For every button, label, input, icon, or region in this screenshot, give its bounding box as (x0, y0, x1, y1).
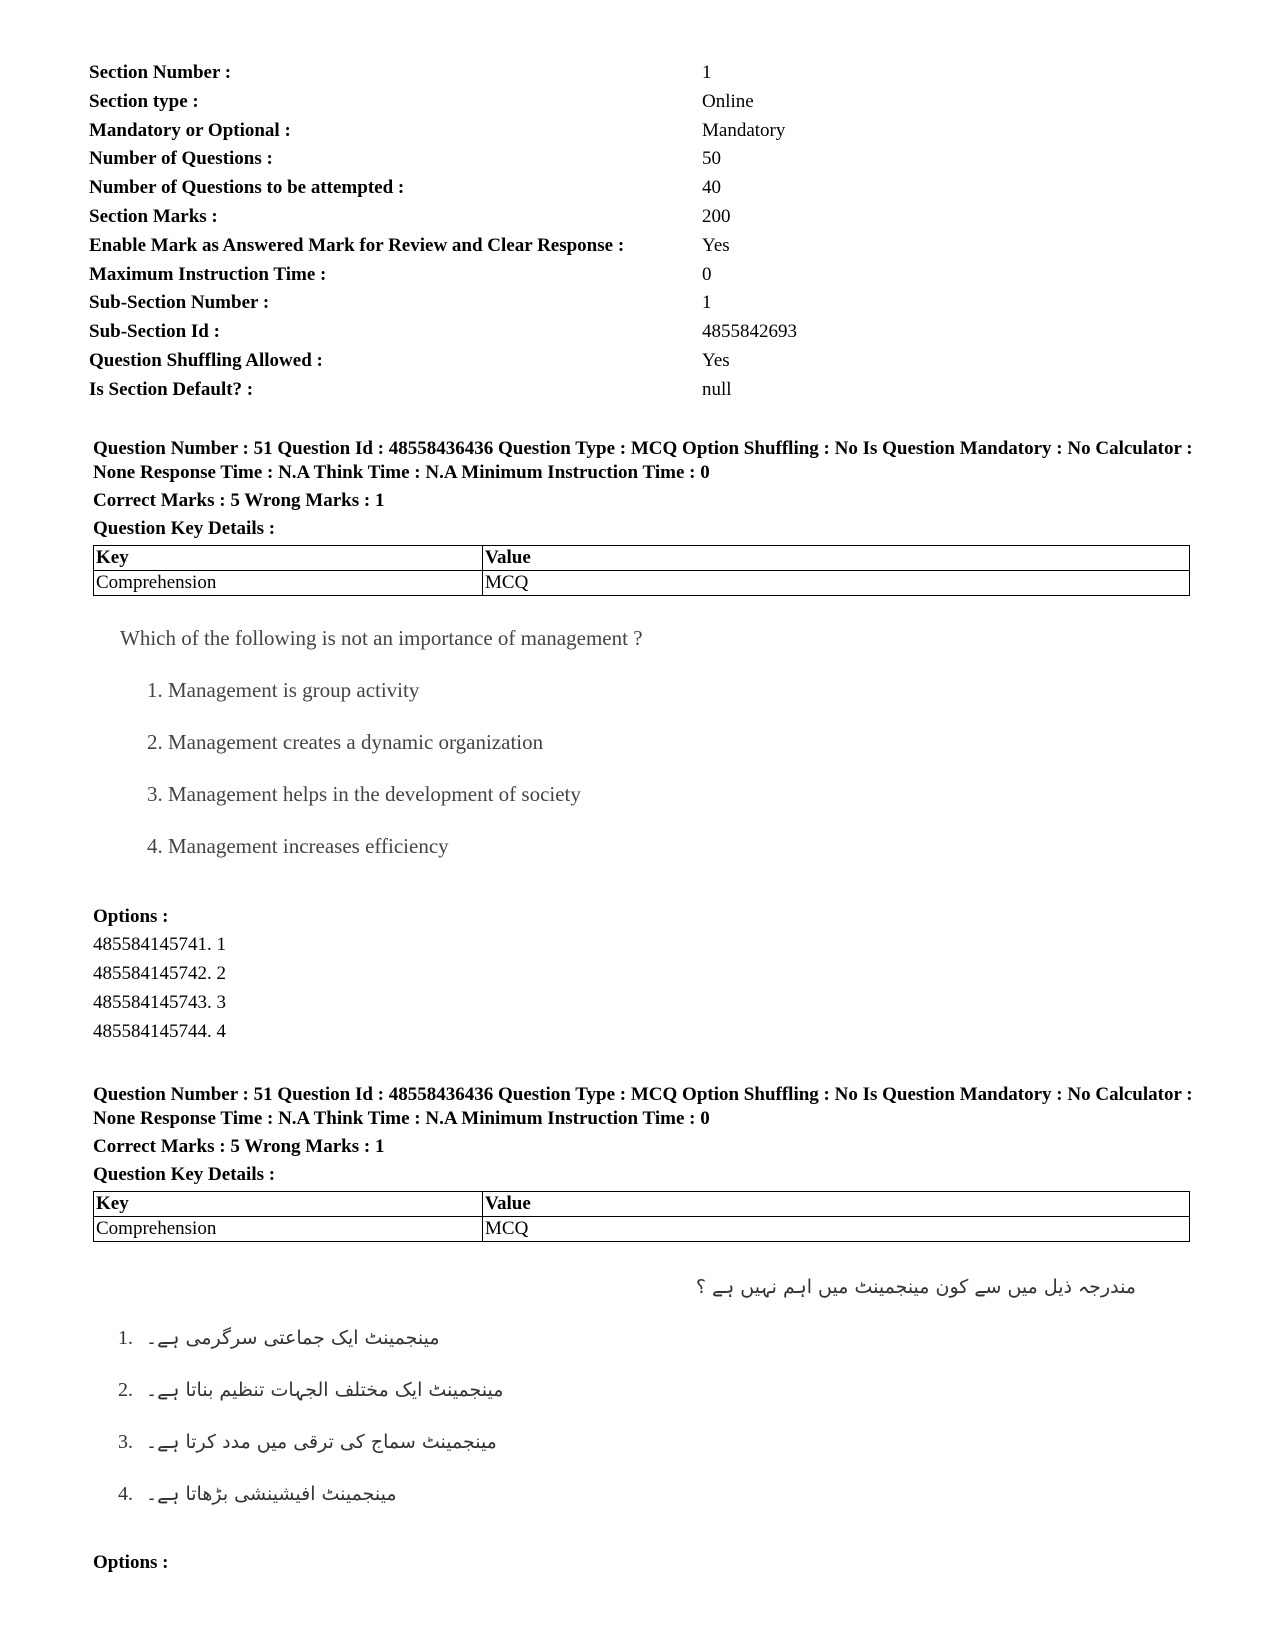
info-row (89, 146, 829, 175)
table-cell-value: MCQ (483, 571, 1190, 596)
question-option: 4. Management increases efficiency (147, 834, 449, 858)
info-row (89, 319, 829, 348)
key-table (93, 1191, 1190, 1242)
question-text: Which of the following is not an importance of management ? (120, 626, 643, 650)
info-label: Is Section Default? : (89, 378, 254, 400)
info-value: Yes (702, 349, 730, 371)
option-line: 485584145744. 4 (93, 1021, 226, 1042)
info-value: Online (702, 90, 754, 112)
question-option-urdu (118, 1483, 397, 1506)
option-number: 2. (118, 1379, 133, 1401)
info-value: 50 (702, 148, 721, 170)
info-label: Question Shuffling Allowed : (89, 349, 323, 371)
options-title: Options : (93, 906, 169, 927)
info-value: 1 (702, 62, 712, 83)
table-cell-key: Comprehension (94, 1217, 483, 1242)
question-option: 1. Management is group activity (147, 678, 420, 702)
info-label: Maximum Instruction Time : (89, 263, 327, 285)
question-option-urdu (118, 1327, 440, 1350)
info-label: Section type : (89, 90, 199, 112)
info-label: Section Marks : (89, 205, 218, 227)
table-cell-key: Comprehension (94, 571, 483, 596)
question-marks: Correct Marks : 5 Wrong Marks : 1 (93, 1136, 385, 1157)
info-label: Sub-Section Number : (89, 292, 270, 314)
info-label: Section Number : (89, 62, 232, 83)
info-row (89, 377, 829, 406)
question-header: Question Number : 51 Question Id : 48558436436 Question Type : MCQ Option Shuffling : No Is Question Mandatory : No Calculator : None Response Time : N.A Think Time : N.A Minimum Instruction Time : 0 (93, 1084, 1193, 1129)
options-block-1 (93, 904, 226, 1046)
info-value: 40 (702, 177, 721, 199)
option-number: 3. (118, 1431, 133, 1453)
info-label: Number of Questions to be attempted : (89, 177, 405, 199)
option-text: مینجمینٹ ایک مختلف الجہات تنظیم بناتا ہے۔ (146, 1379, 504, 1401)
option-line: 485584145743. 3 (93, 992, 226, 1013)
info-row (89, 204, 829, 233)
info-row (89, 118, 829, 147)
info-value: 0 (702, 263, 712, 285)
option-text: مینجمینٹ سماج کی ترقی میں مدد کرتا ہے۔ (146, 1431, 497, 1453)
table-row (94, 571, 1190, 596)
question-block-2 (93, 1083, 1193, 1242)
info-value: 200 (702, 205, 731, 227)
option-text: مینجمینٹ ایک جماعتی سرگرمی ہے۔ (146, 1327, 440, 1349)
question-option: 3. Management helps in the development of society (147, 782, 581, 806)
options-title: Options : (93, 1552, 169, 1573)
question-header: Question Number : 51 Question Id : 48558436436 Question Type : MCQ Option Shuffling : No Is Question Mandatory : No Calculator : None Response Time : N.A Think Time : N.A Minimum Instruction Time : 0 (93, 438, 1193, 483)
info-row (89, 262, 829, 291)
table-header-value: Value (483, 1192, 1190, 1217)
info-label: Enable Mark as Answered Mark for Review and Clear Response : (89, 234, 625, 256)
table-row (94, 1217, 1190, 1242)
key-details-title: Question Key Details : (93, 518, 276, 539)
info-label: Mandatory or Optional : (89, 119, 291, 141)
info-row (89, 60, 829, 89)
key-table (93, 545, 1190, 596)
info-label: Number of Questions : (89, 148, 273, 170)
info-row (89, 233, 829, 262)
question-text-urdu: مندرجہ ذیل میں سے کون مینجمینٹ میں اہم نہیں ہے ؟ (695, 1276, 1136, 1298)
option-line: 485584145741. 1 (93, 934, 226, 955)
info-value: 4855842693 (702, 321, 797, 343)
question-option-urdu (118, 1431, 497, 1454)
option-number: 4. (118, 1483, 133, 1505)
info-label: Sub-Section Id : (89, 321, 220, 343)
info-row (89, 89, 829, 118)
table-header-key: Key (94, 1192, 483, 1217)
section-info (89, 60, 829, 406)
option-line: 485584145742. 2 (93, 963, 226, 984)
key-details-title: Question Key Details : (93, 1164, 276, 1185)
options-block-2 (93, 1550, 169, 1576)
question-option-urdu (118, 1379, 503, 1402)
info-row (89, 290, 829, 319)
table-header-value: Value (483, 546, 1190, 571)
info-value: Yes (702, 234, 730, 256)
info-row (89, 175, 829, 204)
option-number: 1. (118, 1327, 133, 1349)
info-value: null (702, 378, 732, 400)
table-header-row (94, 546, 1190, 571)
table-header-key: Key (94, 546, 483, 571)
question-block-1 (93, 437, 1193, 596)
info-value: 1 (702, 292, 712, 314)
table-header-row (94, 1192, 1190, 1217)
question-option: 2. Management creates a dynamic organization (147, 730, 544, 754)
table-cell-value: MCQ (483, 1217, 1190, 1242)
info-value: Mandatory (702, 119, 786, 141)
info-row (89, 348, 829, 377)
option-text: مینجمینٹ افیشینشی بڑھاتا ہے۔ (146, 1483, 397, 1505)
question-marks: Correct Marks : 5 Wrong Marks : 1 (93, 490, 385, 511)
